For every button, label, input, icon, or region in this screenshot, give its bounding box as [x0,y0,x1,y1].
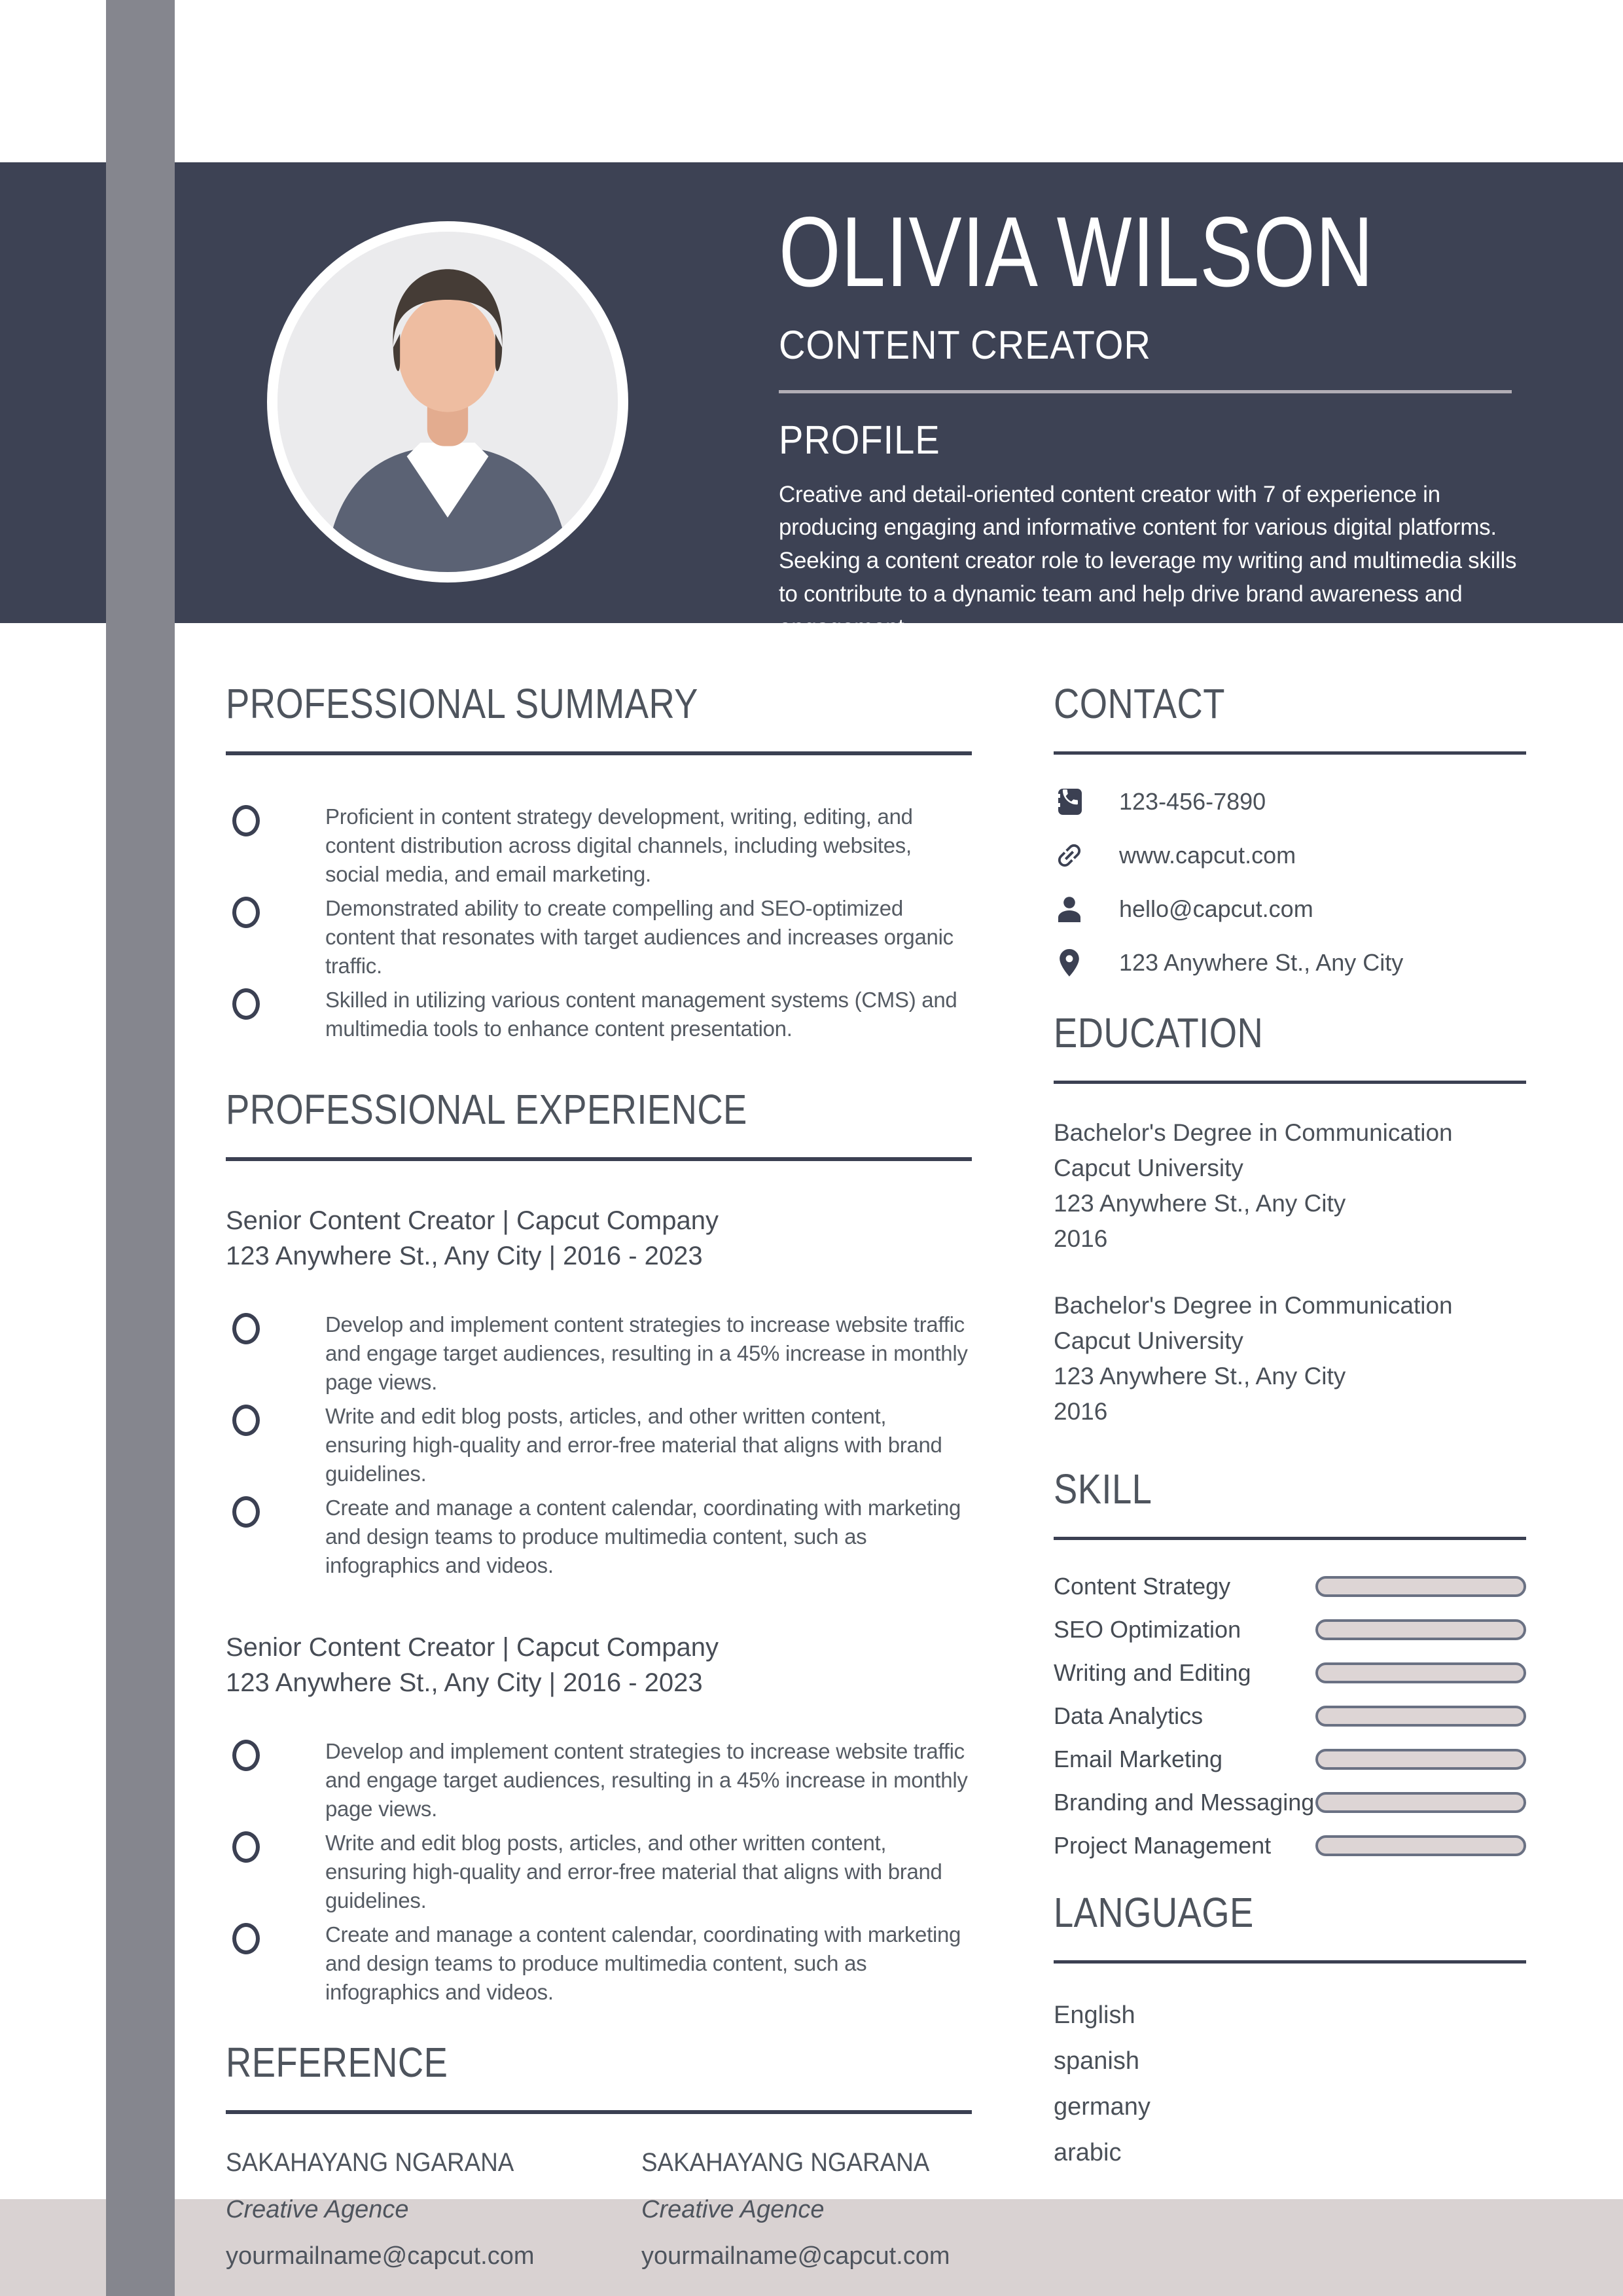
skill-bar [1315,1792,1526,1813]
skill-bar [1315,1749,1526,1770]
experience-heading: PROFESSIONAL EXPERIENCE [226,1086,747,1133]
education-school: Capcut University [1054,1155,1243,1181]
job-bullet-list [226,1737,972,2007]
list-item [226,1829,972,1915]
skill-heading: SKILL [1054,1465,1152,1513]
portrait-illustration [277,232,618,572]
language-item: spanish [1054,2047,1139,2075]
bullet-circle-icon [232,1740,260,1771]
reference-email[interactable]: yourmailname@capcut.com [226,2242,535,2270]
skill-label: Writing and Editing [1054,1659,1251,1686]
job-bullet: Develop and implement content strategies to increase website traffic and engage target audiences, resulting in a 45% increase in monthly page views. [325,1739,968,1821]
phone-icon [1054,786,1085,817]
job-bullet: Develop and implement content strategies to increase website traffic and engage target audiences, resulting in a 45% increase in monthly page views. [325,1312,968,1394]
header [779,162,1528,644]
contact-list [1054,786,1526,978]
skill-label: Branding and Messaging [1054,1789,1315,1816]
contact-row [1054,893,1526,925]
summary-item: Proficient in content strategy development, writing, editing, and content distribution across digital channels, including websites, social media, and email marketing. [325,804,913,886]
job-meta: 123 Anywhere St., Any City | 2016 - 2023 [226,1242,703,1270]
education-school: Capcut University [1054,1327,1243,1354]
language-item: arabic [1054,2139,1122,2166]
skill-list [1054,1574,1526,1858]
profile-heading: PROFILE [779,417,940,462]
language-list [1054,1992,1526,2176]
education-degree: Bachelor's Degree in Communication [1054,1119,1453,1146]
skill-row [1054,1617,1526,1642]
skill-row [1054,1790,1526,1815]
skill-label: Data Analytics [1054,1702,1204,1729]
skill-row [1054,1660,1526,1685]
list-item [226,1310,972,1397]
website-url[interactable]: www.capcut.com [1119,842,1296,869]
section-underline [1054,751,1526,755]
left-column [226,660,972,2270]
education-year: 2016 [1054,1398,1108,1425]
right-column [1054,660,1526,2176]
reference-email[interactable]: yourmailname@capcut.com [641,2242,950,2270]
street-address: 123 Anywhere St., Any City [1119,949,1404,976]
reference-heading: REFERENCE [226,2039,448,2086]
contact-heading: CONTACT [1054,680,1225,727]
language-item: English [1054,2001,1135,2029]
skill-label: SEO Optimization [1054,1616,1241,1643]
job-title: Senior Content Creator | Capcut Company [226,1633,719,1662]
contact-row [1054,947,1526,978]
side-accent-bar [106,0,175,2296]
education-address: 123 Anywhere St., Any City [1054,1363,1346,1390]
skill-bar [1315,1576,1526,1597]
bullet-circle-icon [232,897,260,928]
skill-bar [1315,1706,1526,1727]
skill-row [1054,1833,1526,1858]
skill-bar [1315,1662,1526,1683]
job-bullet: Write and edit blog posts, articles, and other written content, ensuring high-quality and error-free material that aligns with brand guidelines. [325,1831,942,1912]
bullet-circle-icon [232,1831,260,1863]
section-underline [226,751,972,755]
contact-row [1054,786,1526,817]
reference-company: Creative Agence [226,2196,409,2223]
education-degree: Bachelor's Degree in Communication [1054,1292,1453,1319]
skill-row [1054,1704,1526,1729]
experience-job [226,1203,972,1580]
list-item [226,1737,972,1823]
section-underline [1054,1960,1526,1964]
person-icon [1054,893,1085,925]
profile-text: Creative and detail-oriented content creator with 7 of experience in producing engaging and informative content for various digital platforms. Seeking a content creator role to leverage my writing and multimedia skills to contribute to a dynamic team and help drive brand awareness and engagement. [779,481,1517,640]
list-item [226,894,972,980]
summary-list [226,802,972,1043]
person-name: OLIVIA WILSON [779,196,1374,308]
list-item [226,1402,972,1488]
section-underline [226,1157,972,1161]
contact-row [1054,840,1526,871]
section-underline [226,2110,972,2114]
bullet-circle-icon [232,1923,260,1954]
section-underline [1054,1537,1526,1540]
reference-name: SAKAHAYANG NGARANA [226,2148,514,2177]
profile-photo [267,221,628,583]
summary-item: Demonstrated ability to create compelling and SEO-optimized content that resonates with target audiences and increases organic traffic. [325,896,954,978]
reference-name: SAKAHAYANG NGARANA [641,2148,930,2177]
skill-label: Content Strategy [1054,1573,1231,1600]
skill-bar [1315,1619,1526,1640]
section-underline [1054,1081,1526,1084]
skill-row [1054,1747,1526,1772]
bullet-circle-icon [232,1405,260,1436]
bullet-circle-icon [232,1496,260,1528]
job-bullet: Create and manage a content calendar, coordinating with marketing and design teams to produce multimedia content, such as infographics and videos. [325,1922,961,2004]
language-item: germany [1054,2093,1150,2121]
phone-number[interactable]: 123-456-7890 [1119,788,1266,815]
skill-label: Project Management [1054,1832,1272,1859]
skill-label: Email Marketing [1054,1746,1223,1772]
list-item [226,986,972,1043]
education-year: 2016 [1054,1225,1108,1252]
education-entry [1054,1288,1526,1429]
skill-bar [1315,1835,1526,1856]
bullet-circle-icon [232,805,260,836]
job-title: Senior Content Creator | Capcut Company [226,1206,719,1235]
education-heading: EDUCATION [1054,1009,1264,1056]
education-address: 123 Anywhere St., Any City [1054,1190,1346,1217]
list-item [226,1920,972,2007]
bullet-circle-icon [232,1313,260,1344]
list-item [226,802,972,889]
reference-company: Creative Agence [641,2196,825,2223]
list-item [226,1494,972,1580]
education-entry [1054,1115,1526,1257]
header-divider [779,390,1512,393]
email-address[interactable]: hello@capcut.com [1119,895,1313,922]
job-bullet: Write and edit blog posts, articles, and other written content, ensuring high-quality and error-free material that aligns with brand guidelines. [325,1404,942,1486]
experience-job [226,1630,972,2007]
link-icon [1054,840,1085,871]
reference-entries [226,2148,972,2270]
reference-entry [226,2148,641,2270]
person-job-title: CONTENT CREATOR [779,322,1151,367]
job-bullet-list [226,1310,972,1580]
job-meta: 123 Anywhere St., Any City | 2016 - 2023 [226,1668,703,1697]
bullet-circle-icon [232,988,260,1020]
reference-entry [641,2148,972,2270]
job-bullet: Create and manage a content calendar, coordinating with marketing and design teams to produce multimedia content, such as infographics and videos. [325,1496,961,1577]
summary-heading: PROFESSIONAL SUMMARY [226,680,698,727]
language-heading: LANGUAGE [1054,1889,1254,1936]
summary-item: Skilled in utilizing various content management systems (CMS) and multimedia tools to enhance content presentation. [325,988,957,1041]
skill-row [1054,1574,1526,1599]
location-pin-icon [1054,947,1085,978]
